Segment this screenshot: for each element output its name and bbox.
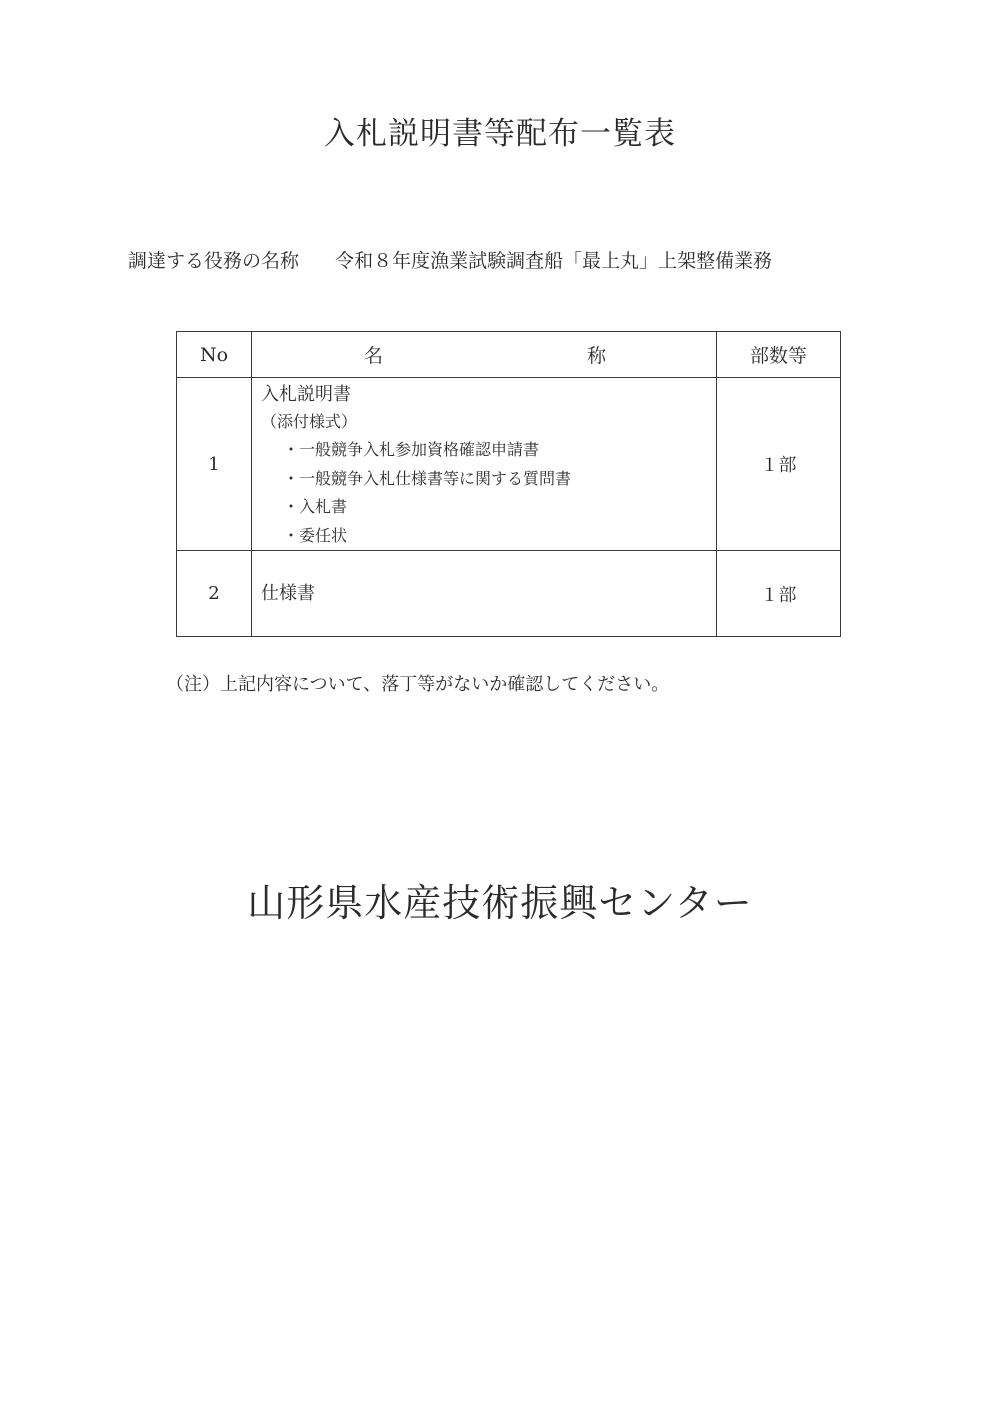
distribution-table [176, 331, 841, 637]
document-title: 入札説明書等配布一覧表 [324, 116, 676, 152]
header-name-right: 称 [586, 345, 606, 367]
row-quantity: １部 [717, 551, 841, 637]
table-header-row [177, 332, 841, 378]
table-row [177, 551, 841, 637]
attachment-item: ・一般競争入札参加資格確認申請書 [283, 440, 540, 459]
service-label: 調達する役務の名称 [128, 250, 300, 272]
service-name: 令和８年度漁業試験調査船「最上丸」上架整備業務 [335, 250, 773, 272]
item-name: 入札説明書 [261, 384, 351, 405]
row-quantity: １部 [717, 378, 841, 551]
header-no: No [177, 332, 252, 378]
row-number: 2 [177, 551, 252, 637]
item-name: 仕様書 [261, 583, 315, 604]
attachment-item: ・委任状 [283, 525, 348, 545]
row-name-cell [252, 551, 717, 637]
table-row [177, 378, 841, 551]
attachment-item: ・入札書 [283, 497, 348, 516]
header-name-left: 名 [364, 345, 384, 367]
row-name-cell [252, 378, 717, 551]
attachment-item: ・一般競争入札仕様書等に関する質問書 [283, 468, 572, 488]
header-name [252, 332, 717, 378]
row-number: 1 [177, 378, 252, 551]
service-line [128, 246, 772, 273]
note-text: （注）上記内容について、落丁等がないか確認してください。 [166, 674, 670, 695]
attachments-label: （添付様式） [261, 412, 358, 431]
header-quantity: 部数等 [717, 332, 841, 378]
organization-name: 山形県水産技術振興センター [247, 881, 753, 925]
